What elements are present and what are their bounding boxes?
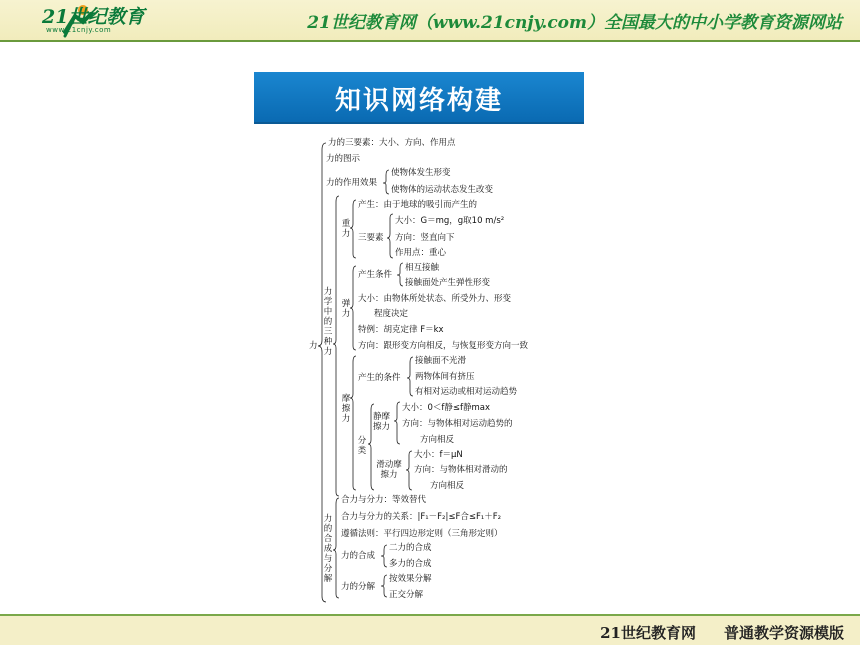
elastic-direction: 方向：跟形变方向相反，与恢复形变方向一致 — [358, 341, 529, 351]
node-elastic: 弹力 — [341, 299, 351, 319]
footer-right: 普通教学资源模版 — [723, 624, 844, 642]
friction-cond-b: 两物体间有挤压 — [415, 372, 475, 382]
node-three-elements: 力的三要素：大小、方向、作用点 — [328, 138, 456, 148]
footer-text — [600, 622, 844, 643]
sliding-dir-1: 方向：与物体相对滑动的 — [414, 465, 508, 475]
sliding-size: 大小：f＝μN — [414, 450, 463, 460]
comp-decomp: 力的分解 — [341, 582, 376, 592]
gravity-point: 作用点：重心 — [395, 248, 447, 258]
comp-relation: 合力与分力的关系：|F₁－F₂|≤F合≤F₁＋F₂ — [341, 512, 502, 522]
comp-synthesis: 力的合成 — [341, 551, 376, 561]
sliding-dir-2: 方向相反 — [430, 481, 465, 491]
comp-equiv: 合力与分力：等效替代 — [341, 495, 427, 505]
elastic-size-2: 程度决定 — [374, 309, 409, 319]
elastic-size-1: 大小：由物体所处状态、所受外力、形变 — [358, 294, 512, 304]
friction-condition: 产生的条件 — [358, 373, 401, 383]
elastic-cond-b: 接触面处产生弹性形变 — [405, 278, 491, 288]
static-friction-label: 静摩擦力 — [373, 412, 391, 432]
elastic-cond-a: 相互接触 — [405, 263, 440, 273]
header-title: 21世纪教育网（www.21cnjy.com）全国最大的中小学教育资源网站 — [307, 13, 842, 33]
gravity-direction: 方向：竖直向下 — [395, 233, 455, 243]
comp-rule: 遵循法则：平行四边形定则（三角形定则） — [341, 529, 503, 539]
tree-root: 力 — [309, 341, 318, 351]
node-effect-b: 使物体的运动状态发生改变 — [391, 185, 494, 195]
site-footer — [0, 616, 860, 645]
comp-dec-b: 正交分解 — [389, 590, 424, 600]
comp-syn-a: 二力的合成 — [389, 543, 432, 553]
friction-cond-a: 接触面不光滑 — [415, 356, 467, 366]
static-dir-1: 方向：与物体相对运动趋势的 — [402, 419, 513, 429]
friction-classify: 分类 — [357, 436, 367, 456]
sliding-friction-label: 滑动摩擦力 — [376, 460, 402, 480]
node-mech-forces: 力学中的三种力 — [323, 287, 333, 357]
node-effect-a: 使物体发生形变 — [391, 168, 451, 178]
node-diagram: 力的图示 — [326, 154, 361, 164]
gravity-three-elements: 三要素 — [358, 233, 384, 243]
friction-cond-c: 有相对运动或相对运动趋势 — [415, 387, 518, 397]
comp-syn-b: 多力的合成 — [389, 559, 432, 569]
gravity-origin: 产生：由于地球的吸引而产生的 — [358, 200, 478, 210]
node-friction: 摩擦力 — [341, 394, 351, 424]
banner-title: 知识网络构建 — [334, 86, 503, 116]
elastic-condition: 产生条件 — [358, 270, 393, 280]
comp-dec-a: 按效果分解 — [389, 574, 432, 584]
static-dir-2: 方向相反 — [420, 435, 455, 445]
footer-left: 21世纪教育网 — [600, 624, 696, 642]
static-size: 大小：0＜f静≤f静max — [402, 403, 491, 413]
elastic-special: 特例：胡克定律 F＝kx — [358, 325, 444, 335]
node-gravity: 重力 — [341, 219, 351, 239]
gravity-size: 大小：G＝mg，g取10 m/s² — [395, 216, 505, 226]
node-effect: 力的作用效果 — [326, 178, 378, 188]
logo-text: 21世纪教育 — [42, 6, 145, 28]
logo-url: www.21cnjy.com — [46, 26, 112, 34]
node-composition: 力的合成与分解 — [323, 514, 333, 584]
